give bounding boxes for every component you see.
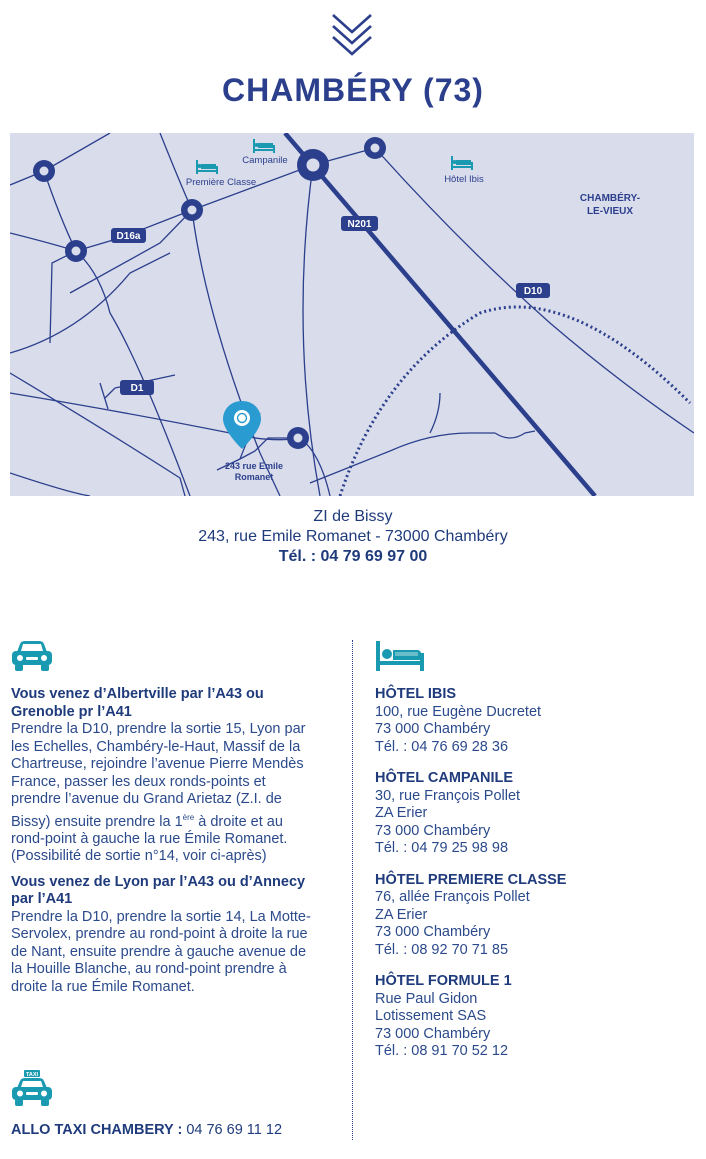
hotel-name: HÔTEL CAMPANILE <box>375 770 514 786</box>
address-block <box>0 507 706 567</box>
hotel-address-line: 73 000 Chambéry <box>375 822 491 839</box>
hotel-address-line: 30, rue François Pollet <box>375 787 521 804</box>
map-label-chambery-vieux-1: CHAMBÉRY- <box>579 193 641 204</box>
hotel-address-line: 73 000 Chambéry <box>375 1025 491 1042</box>
hotel-phone: Tél. : 08 92 70 71 85 <box>375 941 509 958</box>
road-badge-d16a <box>111 228 146 243</box>
hotel-address-line: Lotissement SAS <box>375 1008 487 1024</box>
taxi-badge-label: TAXI <box>25 1072 39 1078</box>
hotel-phone: Tél. : 08 91 70 52 12 <box>375 1043 509 1059</box>
road-badge-d10 <box>516 283 550 298</box>
hotel-entry-campanile <box>375 770 685 858</box>
page-title: CHAMBÉRY (73) <box>222 72 484 108</box>
hotel-address-line: ZA Erier <box>375 805 428 821</box>
directions-text-lyon: Prendre la D10, prendre la sortie 14, La Motte-Servolex, prendre au rond-point à droite la rue de Nant, ensuite prendre à gauche avenue de la Houille Blanche, au rond-point prendre à droite la rue Émile Romanet. <box>11 908 311 995</box>
hotel-address-line: 76, allée François Pollet <box>375 889 530 905</box>
roundabout-marker <box>65 240 87 262</box>
map-label-chambery-vieux-2: LE-VIEUX <box>586 206 634 217</box>
address-line-2: 243, rue Emile Romanet - 73000 Chambéry <box>198 528 508 545</box>
svg-text:D10: D10 <box>523 286 543 297</box>
hotel-address-line: 100, rue Eugène Ducretet <box>375 703 542 720</box>
hotel-address-line: 73 000 Chambéry <box>375 924 491 940</box>
map-label-hotel-ibis: Hôtel Ibis <box>444 174 484 185</box>
roundabout-marker <box>297 149 329 181</box>
taxi-icon <box>11 1069 53 1107</box>
hotel-entry-premiere-classe <box>375 872 685 960</box>
map-label-destination-1: 243 rue Emile <box>224 461 284 471</box>
hotel-address-line: ZA Erier <box>375 906 428 923</box>
hotel-address-line: 73 000 Chambéry <box>375 721 491 737</box>
hotel-name: HÔTEL PREMIERE CLASSE <box>375 871 567 888</box>
hotel-phone: Tél. : 04 76 69 28 36 <box>375 738 509 755</box>
taxi-label: ALLO TAXI CHAMBERY : <box>11 1122 183 1138</box>
hotel-entry-formule-1 <box>375 973 685 1061</box>
svg-text:D1: D1 <box>130 383 144 394</box>
double-chevron-down-icon <box>328 10 376 58</box>
hotel-address-line: Rue Paul Gidon <box>375 990 478 1007</box>
car-icon <box>11 640 53 672</box>
svg-text:N201: N201 <box>347 219 372 230</box>
directions-heading-lyon: Vous venez de Lyon par l’A43 ou d’Annecy par l’A41 <box>11 873 306 908</box>
hotel-phone: Tél. : 04 79 25 98 98 <box>375 840 509 856</box>
directions-heading-albertville: Vous venez d’Albertville par l’A43 ou Grenoble pr l’A41 <box>11 686 264 720</box>
column-divider <box>352 640 353 1140</box>
address-phone: Tél. : 04 79 69 97 00 <box>278 548 428 565</box>
map-label-premiere-classe: Première Classe <box>185 177 257 188</box>
roundabout-marker <box>364 137 386 159</box>
taxi-contact <box>11 1122 282 1138</box>
hotel-name: HÔTEL IBIS <box>375 686 457 702</box>
access-map <box>10 133 694 496</box>
taxi-phone: 04 76 69 11 12 <box>182 1122 283 1138</box>
roundabout-marker <box>33 160 55 182</box>
hotel-name: HÔTEL FORMULE 1 <box>375 973 512 989</box>
road-badge-n201 <box>341 216 378 231</box>
svg-text:D16a: D16a <box>116 231 141 242</box>
directions-text-albertville: Prendre la D10, prendre la sortie 15, Lyon par les Echelles, Chambéry-le-Haut, Massif de la Chartreuse, rejoindre l’avenue Pierre Mendès France, passer les deux ronds-points et prendre l’avenue du Grand Arietaz (Z.I. de Bissy) ensuite prendre la 1ère à droite et au rond-point à gauche la rue Émile Romanet. (Possibilité de sortie n°14, voir ci-après) <box>11 721 306 865</box>
roundabout-marker <box>287 427 309 449</box>
directions-column <box>11 640 311 996</box>
hotels-column <box>375 640 685 1075</box>
map-label-destination-2: Romanet <box>234 472 274 482</box>
address-line-1: ZI de Bissy <box>313 508 393 525</box>
bed-icon <box>375 640 425 672</box>
roundabout-marker <box>181 199 203 221</box>
road-badge-d1 <box>120 380 154 395</box>
map-label-campanile: Campanile <box>242 155 288 166</box>
hotel-entry-ibis <box>375 686 685 756</box>
